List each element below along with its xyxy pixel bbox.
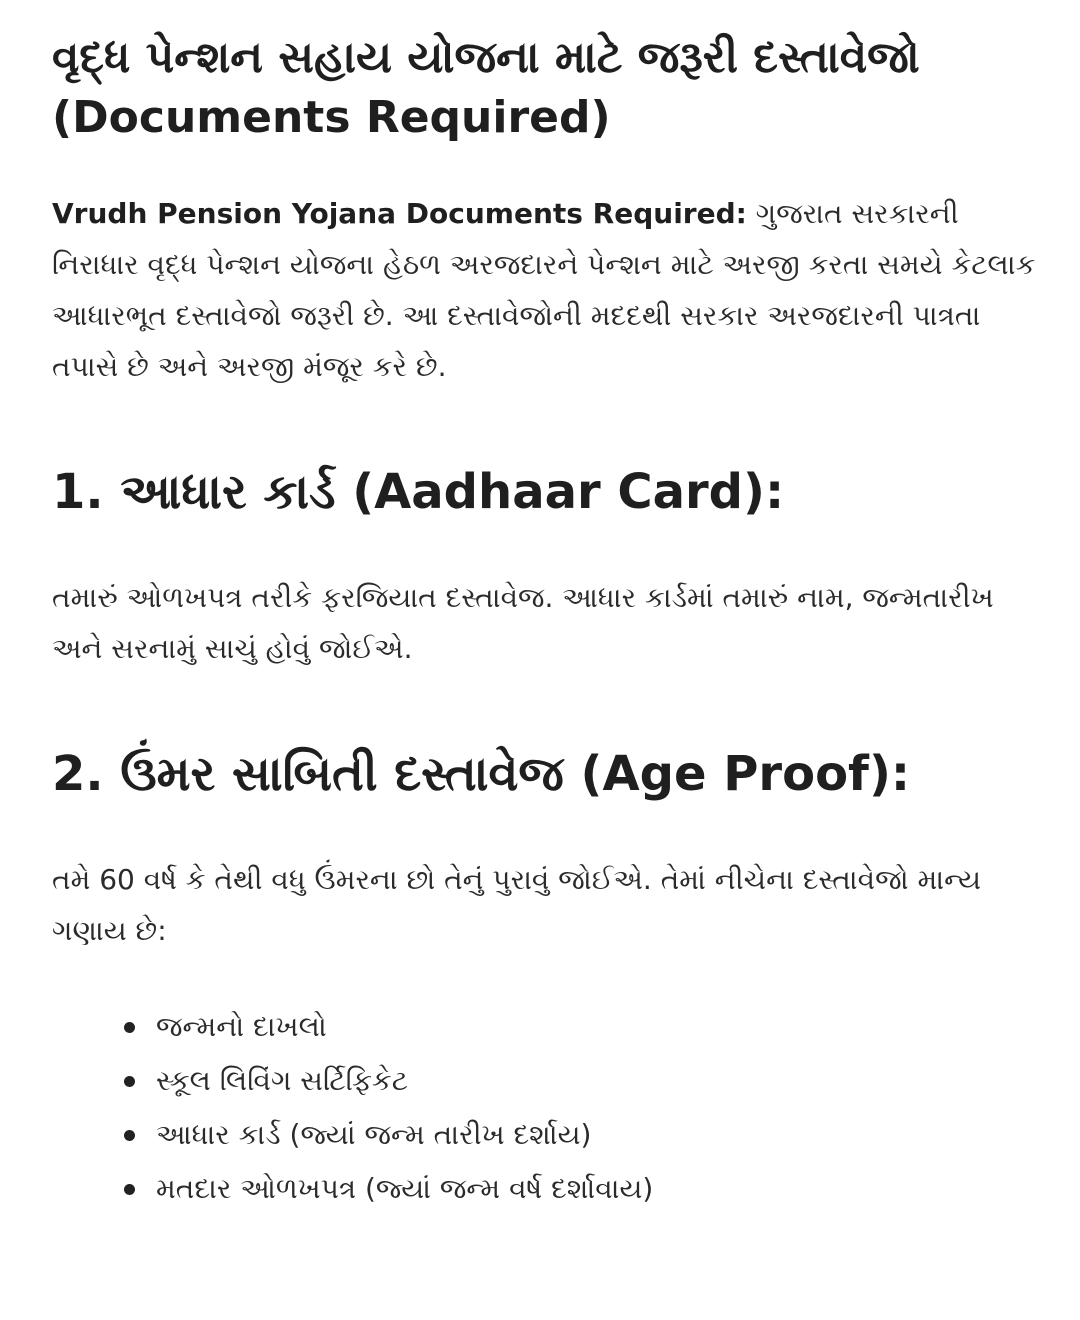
list-item-text: આધાર કાર્ડ (જ્યાં જન્મ તારીખ દર્શાય) [156,1118,592,1151]
page-title-line-english: (Documents Required) [52,92,611,143]
intro-paragraph [52,188,1040,392]
section-text-aadhaar: તમારું ઓળખપત્ર તરીકે ફરજિયાત દસ્તાવેજ. આધાર કાર્ડમાં તમારું નામ, જન્મતારીખ અને સરનામું સાચું હોવું જોઈએ. [52,581,994,665]
bullet-icon [124,1130,135,1141]
intro-lead: Vrudh Pension Yojana Documents Required: [52,197,747,230]
intro-text: ગુજરાત સરકારની નિરાધાર વૃદ્ધ પેન્શન યોજના હેઠળ અરજદારને પેન્શન માટે અરજી કરતા સમયે કેટલાક આધારભૂત દસ્તાવેજો જરૂરી છે. આ દસ્તાવેજોની મદદથી સરકાર અરજદારની પાત્રતા તપાસે છે અને અરજી મંજૂર કરે છે. [52,197,1036,383]
age-proof-document-list [52,1000,1040,1216]
list-item [124,1000,1040,1054]
list-item [124,1054,1040,1108]
list-item [124,1108,1040,1162]
section-heading-age-proof: 2. ઉંમર સાબિતી દસ્તાવેજ (Age Proof): [52,746,911,802]
bullet-icon [124,1076,135,1087]
page-title [52,28,1040,148]
list-item-text: મતદાર ઓળખપત્ર (જ્યાં જન્મ વર્ષ દર્શાવાય) [156,1172,654,1205]
list-item [124,1162,1040,1216]
list-item-text: સ્કૂલ લિવિંગ સર્ટિફિકેટ [156,1064,408,1097]
bullet-icon [124,1184,135,1195]
bullet-icon [124,1022,135,1033]
section-text-age-proof: તમે 60 વર્ષ કે તેથી વધુ ઉંમરના છો તેનું પુરાવું જોઈએ. તેમાં નીચેના દસ્તાવેજો માન્ય ગણાય છે: [52,863,982,947]
page-title-line-gujarati: વૃદ્ધ પેન્શન સહાય યોજના માટે જરૂરી દસ્તાવેજો [52,32,920,83]
section-heading-aadhaar: 1. આધાર કાર્ડ (Aadhaar Card): [52,464,785,520]
list-item-text: જન્મનો દાખલો [156,1010,327,1043]
